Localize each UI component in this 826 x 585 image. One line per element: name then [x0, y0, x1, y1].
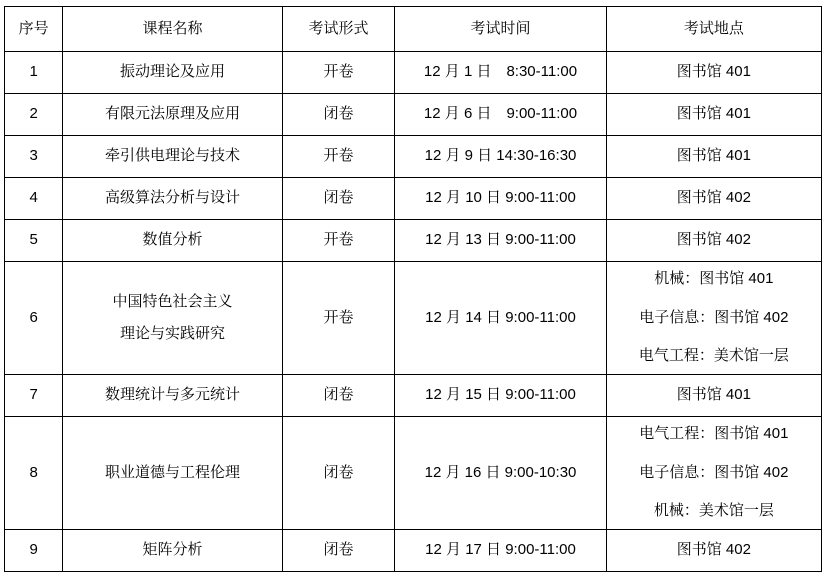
course-name-line: 中国特色社会主义 [112, 292, 233, 310]
table-row [5, 530, 822, 572]
course-name-line: 矩阵分析 [142, 541, 203, 559]
course-name-line: 振动理论及应用 [120, 63, 226, 81]
cell-no: 2 [5, 94, 63, 136]
cell-exam-form: 闭卷 [282, 375, 395, 417]
table-row [5, 220, 822, 262]
cell-course-name [63, 220, 282, 262]
cell-exam-place [606, 262, 821, 375]
cell-exam-time: 12 月 14 日 9:00-11:00 [395, 262, 606, 375]
cell-exam-time: 12 月 13 日 9:00-11:00 [395, 220, 606, 262]
column-header-no: 序号 [5, 7, 63, 52]
table-row [5, 136, 822, 178]
cell-no: 3 [5, 136, 63, 178]
cell-exam-time: 12 月 17 日 9:00-11:00 [395, 530, 606, 572]
exam-place-line: 图书馆 401 [676, 386, 751, 404]
exam-place-lines [609, 103, 819, 126]
cell-exam-time: 12 月 16 日 9:00-10:30 [395, 417, 606, 530]
course-name-lines [65, 103, 279, 126]
cell-exam-form: 开卷 [282, 220, 395, 262]
exam-place-lines [609, 187, 819, 210]
cell-course-name [63, 375, 282, 417]
cell-course-name [63, 94, 282, 136]
course-name-line: 职业道德与工程伦理 [105, 463, 241, 481]
exam-place-line: 图书馆 402 [676, 541, 751, 559]
table-header-row [5, 7, 822, 52]
table-body [5, 52, 822, 572]
cell-exam-time: 12 月 6 日 9:00-11:00 [395, 94, 606, 136]
course-name-line: 理论与实践研究 [120, 325, 226, 342]
course-name-line: 数理统计与多元统计 [105, 386, 241, 404]
exam-place-line: 图书馆 401 [676, 105, 751, 123]
cell-exam-form: 开卷 [282, 136, 395, 178]
course-name-lines [65, 145, 279, 168]
cell-no: 8 [5, 417, 63, 530]
cell-exam-form: 闭卷 [282, 178, 395, 220]
table-row [5, 417, 822, 530]
cell-exam-place [606, 220, 821, 262]
table-header [5, 7, 822, 52]
cell-course-name [63, 52, 282, 94]
table-row [5, 52, 822, 94]
exam-place-line: 电子信息：图书馆 402 [639, 308, 789, 326]
course-name-lines [65, 291, 279, 346]
course-name-lines [65, 61, 279, 84]
column-header-course-name: 课程名称 [63, 7, 282, 52]
course-name-line: 高级算法分析与设计 [105, 189, 241, 207]
exam-place-lines [609, 229, 819, 252]
cell-exam-place [606, 52, 821, 94]
cell-no: 5 [5, 220, 63, 262]
cell-exam-time: 12 月 10 日 9:00-11:00 [395, 178, 606, 220]
exam-place-line: 电气工程：图书馆 401 [639, 425, 789, 443]
cell-exam-form: 闭卷 [282, 530, 395, 572]
cell-exam-place [606, 136, 821, 178]
course-name-lines [65, 384, 279, 407]
course-name-lines [65, 462, 279, 485]
cell-no: 6 [5, 262, 63, 375]
exam-place-lines [609, 539, 819, 562]
table-row [5, 178, 822, 220]
cell-exam-place [606, 417, 821, 530]
cell-exam-place [606, 94, 821, 136]
course-name-lines [65, 187, 279, 210]
exam-place-lines [609, 384, 819, 407]
exam-place-line: 图书馆 402 [676, 189, 751, 207]
cell-exam-place [606, 375, 821, 417]
cell-exam-form: 闭卷 [282, 94, 395, 136]
table-row [5, 94, 822, 136]
course-name-line: 数值分析 [142, 231, 203, 249]
cell-exam-place [606, 178, 821, 220]
cell-exam-form: 开卷 [282, 262, 395, 375]
cell-exam-form: 开卷 [282, 52, 395, 94]
exam-place-line: 图书馆 402 [676, 231, 751, 249]
exam-place-line: 图书馆 401 [676, 63, 751, 81]
exam-place-line: 电子信息：图书馆 402 [639, 463, 789, 481]
cell-exam-form: 闭卷 [282, 417, 395, 530]
cell-exam-time: 12 月 15 日 9:00-11:00 [395, 375, 606, 417]
cell-no: 9 [5, 530, 63, 572]
exam-place-line: 机械：图书馆 401 [654, 270, 774, 288]
cell-course-name [63, 136, 282, 178]
cell-no: 7 [5, 375, 63, 417]
exam-place-line: 机械：美术馆一层 [653, 502, 774, 520]
exam-place-line: 图书馆 401 [676, 147, 751, 165]
course-name-line: 有限元法原理及应用 [105, 105, 241, 123]
cell-exam-time: 12 月 9 日 14:30-16:30 [395, 136, 606, 178]
exam-place-line: 电气工程：美术馆一层 [638, 347, 789, 365]
course-name-lines [65, 229, 279, 252]
exam-place-lines [609, 145, 819, 168]
cell-exam-time: 12 月 1 日 8:30-11:00 [395, 52, 606, 94]
column-header-exam-place: 考试地点 [606, 7, 821, 52]
column-header-exam-time: 考试时间 [395, 7, 606, 52]
exam-schedule-table [4, 6, 822, 572]
cell-course-name [63, 530, 282, 572]
cell-exam-place [606, 530, 821, 572]
course-name-lines [65, 539, 279, 562]
cell-course-name [63, 178, 282, 220]
cell-no: 1 [5, 52, 63, 94]
cell-course-name [63, 262, 282, 375]
table-row [5, 375, 822, 417]
table-row [5, 262, 822, 375]
exam-place-lines [609, 423, 819, 523]
cell-course-name [63, 417, 282, 530]
cell-no: 4 [5, 178, 63, 220]
exam-place-lines [609, 61, 819, 84]
exam-place-lines [609, 268, 819, 368]
column-header-exam-form: 考试形式 [282, 7, 395, 52]
course-name-line: 牵引供电理论与技术 [105, 147, 241, 165]
